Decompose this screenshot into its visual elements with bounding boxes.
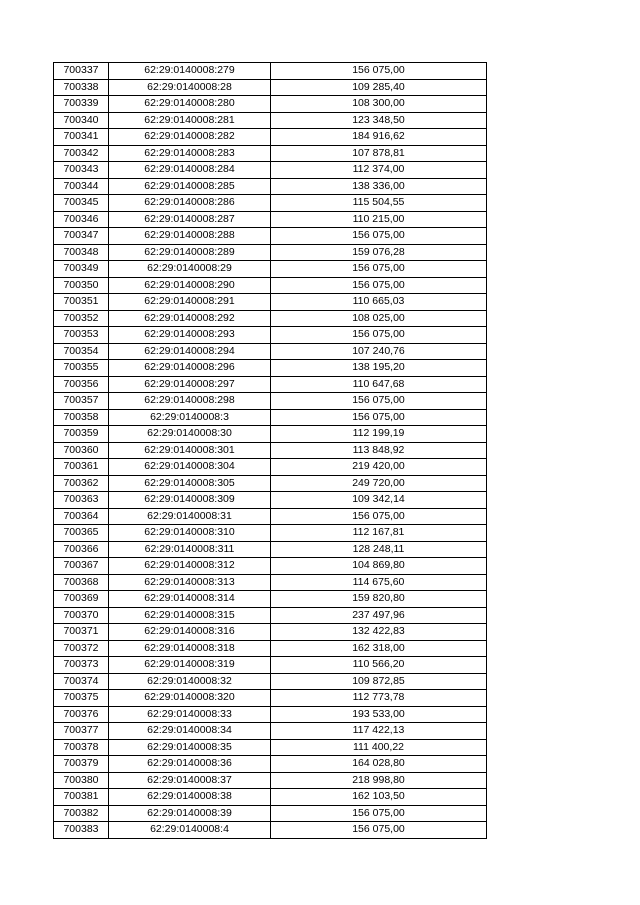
- table-row: [54, 376, 487, 393]
- value-cell: 218 998,80: [271, 772, 487, 789]
- table-row: [54, 574, 487, 591]
- value-cell: 162 318,00: [271, 640, 487, 657]
- cadastral-number-cell: 62:29:0140008:315: [109, 607, 271, 624]
- value-cell: 113 848,92: [271, 442, 487, 459]
- table-row: [54, 690, 487, 707]
- cadastral-number-cell: 62:29:0140008:298: [109, 393, 271, 410]
- cadastral-number-cell: 62:29:0140008:4: [109, 822, 271, 839]
- row-number-cell: 700367: [54, 558, 109, 575]
- table-row: [54, 525, 487, 542]
- row-number-cell: 700349: [54, 261, 109, 278]
- table-row: [54, 492, 487, 509]
- table-row: [54, 624, 487, 641]
- table-row: [54, 805, 487, 822]
- table-row: [54, 756, 487, 773]
- value-cell: 123 348,50: [271, 112, 487, 129]
- row-number-cell: 700343: [54, 162, 109, 179]
- value-cell: 156 075,00: [271, 822, 487, 839]
- cadastral-number-cell: 62:29:0140008:291: [109, 294, 271, 311]
- row-number-cell: 700359: [54, 426, 109, 443]
- cadastral-number-cell: 62:29:0140008:319: [109, 657, 271, 674]
- cadastral-number-cell: 62:29:0140008:313: [109, 574, 271, 591]
- cadastral-number-cell: 62:29:0140008:30: [109, 426, 271, 443]
- value-cell: 162 103,50: [271, 789, 487, 806]
- row-number-cell: 700346: [54, 211, 109, 228]
- table-row: [54, 409, 487, 426]
- row-number-cell: 700340: [54, 112, 109, 129]
- row-number-cell: 700350: [54, 277, 109, 294]
- value-cell: 107 240,76: [271, 343, 487, 360]
- value-cell: 132 422,83: [271, 624, 487, 641]
- cadastral-number-cell: 62:29:0140008:320: [109, 690, 271, 707]
- row-number-cell: 700345: [54, 195, 109, 212]
- cadastral-number-cell: 62:29:0140008:37: [109, 772, 271, 789]
- table-row: [54, 673, 487, 690]
- value-cell: 109 872,85: [271, 673, 487, 690]
- value-cell: 156 075,00: [271, 228, 487, 245]
- table-row: [54, 129, 487, 146]
- row-number-cell: 700339: [54, 96, 109, 113]
- row-number-cell: 700352: [54, 310, 109, 327]
- row-number-cell: 700347: [54, 228, 109, 245]
- row-number-cell: 700337: [54, 63, 109, 80]
- row-number-cell: 700358: [54, 409, 109, 426]
- table-row: [54, 393, 487, 410]
- value-cell: 110 647,68: [271, 376, 487, 393]
- cadastral-number-cell: 62:29:0140008:310: [109, 525, 271, 542]
- cadastral-number-cell: 62:29:0140008:314: [109, 591, 271, 608]
- value-cell: 249 720,00: [271, 475, 487, 492]
- row-number-cell: 700353: [54, 327, 109, 344]
- table-row: [54, 789, 487, 806]
- table-row: [54, 822, 487, 839]
- value-cell: 159 076,28: [271, 244, 487, 261]
- table-row: [54, 558, 487, 575]
- table-row: [54, 63, 487, 80]
- value-cell: 156 075,00: [271, 277, 487, 294]
- value-cell: 138 336,00: [271, 178, 487, 195]
- cadastral-number-cell: 62:29:0140008:312: [109, 558, 271, 575]
- value-cell: 115 504,55: [271, 195, 487, 212]
- cadastral-number-cell: 62:29:0140008:311: [109, 541, 271, 558]
- table-row: [54, 591, 487, 608]
- row-number-cell: 700348: [54, 244, 109, 261]
- row-number-cell: 700366: [54, 541, 109, 558]
- table-row: [54, 607, 487, 624]
- value-cell: 112 374,00: [271, 162, 487, 179]
- value-cell: 237 497,96: [271, 607, 487, 624]
- row-number-cell: 700375: [54, 690, 109, 707]
- table-row: [54, 195, 487, 212]
- cadastral-number-cell: 62:29:0140008:288: [109, 228, 271, 245]
- row-number-cell: 700374: [54, 673, 109, 690]
- value-cell: 159 820,80: [271, 591, 487, 608]
- cadastral-number-cell: 62:29:0140008:281: [109, 112, 271, 129]
- row-number-cell: 700354: [54, 343, 109, 360]
- row-number-cell: 700338: [54, 79, 109, 96]
- table-row: [54, 442, 487, 459]
- row-number-cell: 700351: [54, 294, 109, 311]
- row-number-cell: 700360: [54, 442, 109, 459]
- value-cell: 184 916,62: [271, 129, 487, 146]
- value-cell: 156 075,00: [271, 393, 487, 410]
- value-cell: 109 285,40: [271, 79, 487, 96]
- cadastral-number-cell: 62:29:0140008:279: [109, 63, 271, 80]
- cadastral-number-cell: 62:29:0140008:31: [109, 508, 271, 525]
- row-number-cell: 700373: [54, 657, 109, 674]
- row-number-cell: 700361: [54, 459, 109, 476]
- value-cell: 110 215,00: [271, 211, 487, 228]
- cadastral-number-cell: 62:29:0140008:293: [109, 327, 271, 344]
- cadastral-number-cell: 62:29:0140008:309: [109, 492, 271, 509]
- row-number-cell: 700372: [54, 640, 109, 657]
- table-row: [54, 706, 487, 723]
- table-row: [54, 244, 487, 261]
- row-number-cell: 700365: [54, 525, 109, 542]
- cadastral-number-cell: 62:29:0140008:38: [109, 789, 271, 806]
- table-row: [54, 96, 487, 113]
- table-row: [54, 541, 487, 558]
- row-number-cell: 700370: [54, 607, 109, 624]
- value-cell: 156 075,00: [271, 261, 487, 278]
- value-cell: 104 869,80: [271, 558, 487, 575]
- cadastral-number-cell: 62:29:0140008:292: [109, 310, 271, 327]
- cadastral-number-cell: 62:29:0140008:280: [109, 96, 271, 113]
- value-cell: 107 878,81: [271, 145, 487, 162]
- table-row: [54, 162, 487, 179]
- value-cell: 108 300,00: [271, 96, 487, 113]
- cadastral-number-cell: 62:29:0140008:287: [109, 211, 271, 228]
- value-cell: 156 075,00: [271, 327, 487, 344]
- row-number-cell: 700341: [54, 129, 109, 146]
- row-number-cell: 700377: [54, 723, 109, 740]
- row-number-cell: 700378: [54, 739, 109, 756]
- value-cell: 156 075,00: [271, 508, 487, 525]
- cadastral-number-cell: 62:29:0140008:297: [109, 376, 271, 393]
- value-cell: 109 342,14: [271, 492, 487, 509]
- row-number-cell: 700369: [54, 591, 109, 608]
- cadastral-number-cell: 62:29:0140008:283: [109, 145, 271, 162]
- value-cell: 219 420,00: [271, 459, 487, 476]
- value-cell: 108 025,00: [271, 310, 487, 327]
- table-row: [54, 261, 487, 278]
- table-row: [54, 327, 487, 344]
- cadastral-number-cell: 62:29:0140008:316: [109, 624, 271, 641]
- row-number-cell: 700363: [54, 492, 109, 509]
- row-number-cell: 700357: [54, 393, 109, 410]
- table-row: [54, 211, 487, 228]
- table-row: [54, 459, 487, 476]
- value-cell: 111 400,22: [271, 739, 487, 756]
- value-cell: 156 075,00: [271, 409, 487, 426]
- table-row: [54, 112, 487, 129]
- table-row: [54, 145, 487, 162]
- row-number-cell: 700342: [54, 145, 109, 162]
- cadastral-number-cell: 62:29:0140008:34: [109, 723, 271, 740]
- table-row: [54, 360, 487, 377]
- value-cell: 156 075,00: [271, 63, 487, 80]
- table-row: [54, 475, 487, 492]
- row-number-cell: 700376: [54, 706, 109, 723]
- table-row: [54, 772, 487, 789]
- row-number-cell: 700344: [54, 178, 109, 195]
- value-cell: 112 773,78: [271, 690, 487, 707]
- cadastral-number-cell: 62:29:0140008:290: [109, 277, 271, 294]
- table-row: [54, 739, 487, 756]
- table-row: [54, 294, 487, 311]
- value-cell: 110 665,03: [271, 294, 487, 311]
- table-row: [54, 277, 487, 294]
- cadastral-number-cell: 62:29:0140008:32: [109, 673, 271, 690]
- row-number-cell: 700362: [54, 475, 109, 492]
- value-cell: 193 533,00: [271, 706, 487, 723]
- row-number-cell: 700383: [54, 822, 109, 839]
- row-number-cell: 700355: [54, 360, 109, 377]
- cadastral-number-cell: 62:29:0140008:289: [109, 244, 271, 261]
- cadastral-number-cell: 62:29:0140008:284: [109, 162, 271, 179]
- cadastral-number-cell: 62:29:0140008:29: [109, 261, 271, 278]
- table-row: [54, 426, 487, 443]
- value-cell: 114 675,60: [271, 574, 487, 591]
- cadastral-number-cell: 62:29:0140008:305: [109, 475, 271, 492]
- table-row: [54, 508, 487, 525]
- row-number-cell: 700371: [54, 624, 109, 641]
- cadastral-number-cell: 62:29:0140008:35: [109, 739, 271, 756]
- cadastral-number-cell: 62:29:0140008:296: [109, 360, 271, 377]
- value-cell: 110 566,20: [271, 657, 487, 674]
- value-cell: 117 422,13: [271, 723, 487, 740]
- cadastral-number-cell: 62:29:0140008:39: [109, 805, 271, 822]
- row-number-cell: 700379: [54, 756, 109, 773]
- value-cell: 112 199,19: [271, 426, 487, 443]
- value-cell: 138 195,20: [271, 360, 487, 377]
- table-row: [54, 228, 487, 245]
- cadastral-number-cell: 62:29:0140008:285: [109, 178, 271, 195]
- cadastral-number-cell: 62:29:0140008:282: [109, 129, 271, 146]
- row-number-cell: 700381: [54, 789, 109, 806]
- table-body: [54, 63, 487, 839]
- value-cell: 156 075,00: [271, 805, 487, 822]
- value-cell: 164 028,80: [271, 756, 487, 773]
- row-number-cell: 700368: [54, 574, 109, 591]
- row-number-cell: 700380: [54, 772, 109, 789]
- cadastral-value-table: [53, 62, 487, 839]
- table-row: [54, 723, 487, 740]
- value-cell: 112 167,81: [271, 525, 487, 542]
- table-row: [54, 310, 487, 327]
- cadastral-number-cell: 62:29:0140008:304: [109, 459, 271, 476]
- value-cell: 128 248,11: [271, 541, 487, 558]
- table-row: [54, 79, 487, 96]
- table-row: [54, 343, 487, 360]
- cadastral-number-cell: 62:29:0140008:3: [109, 409, 271, 426]
- cadastral-number-cell: 62:29:0140008:294: [109, 343, 271, 360]
- cadastral-number-cell: 62:29:0140008:36: [109, 756, 271, 773]
- cadastral-number-cell: 62:29:0140008:318: [109, 640, 271, 657]
- cadastral-number-cell: 62:29:0140008:301: [109, 442, 271, 459]
- table-row: [54, 657, 487, 674]
- cadastral-number-cell: 62:29:0140008:28: [109, 79, 271, 96]
- table-row: [54, 178, 487, 195]
- cadastral-number-cell: 62:29:0140008:33: [109, 706, 271, 723]
- cadastral-number-cell: 62:29:0140008:286: [109, 195, 271, 212]
- row-number-cell: 700364: [54, 508, 109, 525]
- row-number-cell: 700356: [54, 376, 109, 393]
- row-number-cell: 700382: [54, 805, 109, 822]
- table-row: [54, 640, 487, 657]
